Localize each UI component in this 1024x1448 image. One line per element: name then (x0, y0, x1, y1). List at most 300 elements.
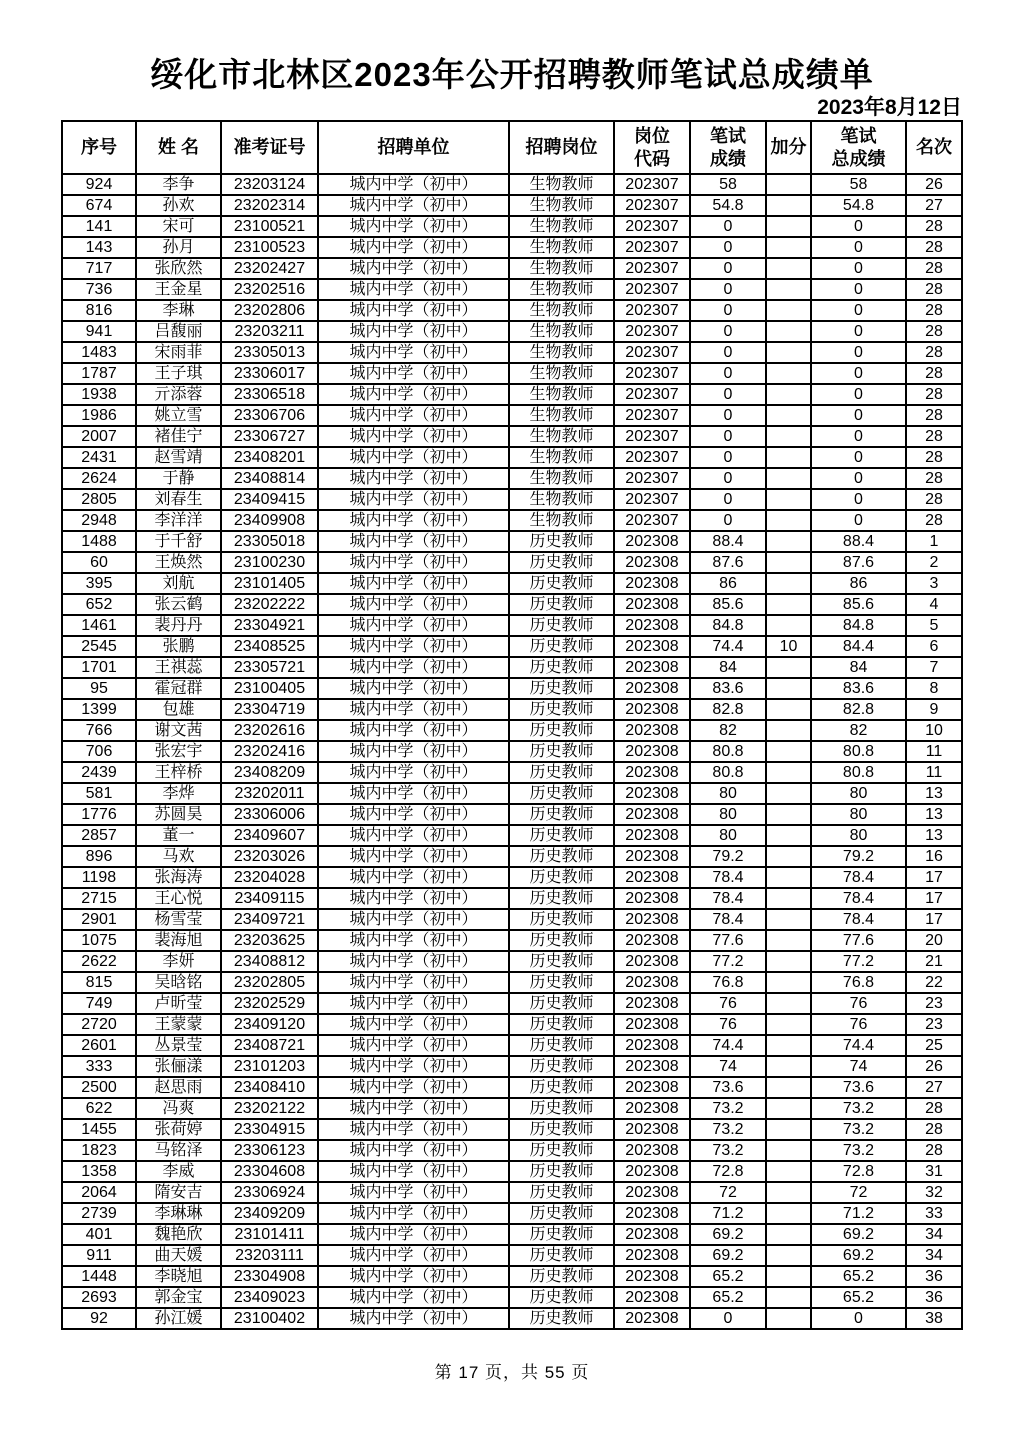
cell-bonus (766, 342, 811, 363)
cell-bonus (766, 1308, 811, 1329)
cell-unit: 城内中学（初中） (318, 1308, 509, 1329)
cell-score: 76.8 (690, 972, 766, 993)
cell-score: 74.4 (690, 1035, 766, 1056)
cell-rank: 28 (906, 384, 962, 405)
cell-rank: 23 (906, 993, 962, 1014)
cell-name: 包雄 (136, 699, 221, 720)
cell-unit: 城内中学（初中） (318, 237, 509, 258)
cell-code: 202307 (614, 321, 690, 342)
cell-rank: 34 (906, 1224, 962, 1245)
table-row (62, 321, 962, 342)
cell-position: 历史教师 (509, 1140, 614, 1161)
cell-position: 历史教师 (509, 1077, 614, 1098)
column-header-score: 笔试 成绩 (690, 121, 766, 174)
cell-total: 0 (811, 300, 906, 321)
cell-rank: 28 (906, 300, 962, 321)
cell-total: 84.4 (811, 636, 906, 657)
cell-serial: 2948 (62, 510, 136, 531)
cell-unit: 城内中学（初中） (318, 1140, 509, 1161)
cell-position: 生物教师 (509, 363, 614, 384)
cell-unit: 城内中学（初中） (318, 678, 509, 699)
table-row (62, 993, 962, 1014)
cell-rank: 22 (906, 972, 962, 993)
table-row (62, 867, 962, 888)
cell-total: 77.6 (811, 930, 906, 951)
cell-code: 202308 (614, 1077, 690, 1098)
cell-position: 生物教师 (509, 300, 614, 321)
cell-bonus (766, 1077, 811, 1098)
cell-bonus (766, 300, 811, 321)
cell-unit: 城内中学（初中） (318, 699, 509, 720)
cell-score: 0 (690, 321, 766, 342)
cell-score: 0 (690, 405, 766, 426)
cell-position: 生物教师 (509, 447, 614, 468)
cell-code: 202307 (614, 447, 690, 468)
cell-name: 赵雪靖 (136, 447, 221, 468)
cell-serial: 2901 (62, 909, 136, 930)
cell-code: 202307 (614, 510, 690, 531)
cell-bonus (766, 930, 811, 951)
cell-exam-id: 23304608 (221, 1161, 318, 1182)
cell-exam-id: 23203111 (221, 1245, 318, 1266)
cell-bonus (766, 846, 811, 867)
cell-unit: 城内中学（初中） (318, 405, 509, 426)
cell-score: 80 (690, 804, 766, 825)
cell-unit: 城内中学（初中） (318, 804, 509, 825)
cell-serial: 717 (62, 258, 136, 279)
cell-bonus (766, 1182, 811, 1203)
cell-position: 历史教师 (509, 573, 614, 594)
column-header-serial: 序号 (62, 121, 136, 174)
cell-position: 历史教师 (509, 804, 614, 825)
cell-position: 历史教师 (509, 657, 614, 678)
cell-unit: 城内中学（初中） (318, 846, 509, 867)
table-row (62, 783, 962, 804)
cell-rank: 26 (906, 1056, 962, 1077)
cell-rank: 38 (906, 1308, 962, 1329)
cell-serial: 2739 (62, 1203, 136, 1224)
table-row (62, 1077, 962, 1098)
cell-bonus (766, 951, 811, 972)
cell-score: 71.2 (690, 1203, 766, 1224)
cell-bonus (766, 1245, 811, 1266)
cell-serial: 2720 (62, 1014, 136, 1035)
cell-serial: 2805 (62, 489, 136, 510)
cell-name: 刘春生 (136, 489, 221, 510)
cell-rank: 16 (906, 846, 962, 867)
table-row (62, 1119, 962, 1140)
cell-total: 86 (811, 573, 906, 594)
cell-position: 生物教师 (509, 405, 614, 426)
cell-code: 202308 (614, 783, 690, 804)
cell-total: 65.2 (811, 1266, 906, 1287)
cell-bonus (766, 216, 811, 237)
cell-code: 202308 (614, 888, 690, 909)
cell-exam-id: 23202806 (221, 300, 318, 321)
cell-serial: 95 (62, 678, 136, 699)
cell-code: 202308 (614, 657, 690, 678)
cell-rank: 28 (906, 468, 962, 489)
cell-code: 202308 (614, 1140, 690, 1161)
cell-bonus (766, 699, 811, 720)
cell-name: 郭金宝 (136, 1287, 221, 1308)
cell-position: 生物教师 (509, 510, 614, 531)
cell-position: 生物教师 (509, 174, 614, 195)
cell-rank: 17 (906, 867, 962, 888)
cell-code: 202308 (614, 846, 690, 867)
cell-serial: 1399 (62, 699, 136, 720)
cell-position: 历史教师 (509, 972, 614, 993)
cell-position: 历史教师 (509, 1182, 614, 1203)
cell-unit: 城内中学（初中） (318, 384, 509, 405)
cell-serial: 1483 (62, 342, 136, 363)
header-row (62, 121, 962, 174)
cell-name: 张云鹤 (136, 594, 221, 615)
table-row (62, 447, 962, 468)
cell-total: 74.4 (811, 1035, 906, 1056)
cell-score: 82 (690, 720, 766, 741)
cell-score: 0 (690, 1308, 766, 1329)
cell-position: 生物教师 (509, 258, 614, 279)
cell-serial: 736 (62, 279, 136, 300)
cell-serial: 395 (62, 573, 136, 594)
cell-position: 历史教师 (509, 825, 614, 846)
table-row (62, 1287, 962, 1308)
cell-code: 202308 (614, 552, 690, 573)
cell-exam-id: 23100402 (221, 1308, 318, 1329)
cell-total: 74 (811, 1056, 906, 1077)
cell-rank: 1 (906, 531, 962, 552)
cell-rank: 25 (906, 1035, 962, 1056)
cell-exam-id: 23306706 (221, 405, 318, 426)
cell-code: 202308 (614, 951, 690, 972)
cell-score: 0 (690, 384, 766, 405)
cell-serial: 333 (62, 1056, 136, 1077)
cell-score: 80 (690, 783, 766, 804)
cell-position: 生物教师 (509, 384, 614, 405)
cell-score: 88.4 (690, 531, 766, 552)
cell-code: 202308 (614, 1098, 690, 1119)
cell-name: 亓添蓉 (136, 384, 221, 405)
cell-code: 202308 (614, 1161, 690, 1182)
table-row (62, 636, 962, 657)
cell-score: 0 (690, 258, 766, 279)
table-row (62, 237, 962, 258)
cell-bonus (766, 468, 811, 489)
cell-position: 历史教师 (509, 888, 614, 909)
cell-bonus (766, 1056, 811, 1077)
cell-exam-id: 23409607 (221, 825, 318, 846)
cell-position: 生物教师 (509, 342, 614, 363)
cell-unit: 城内中学（初中） (318, 615, 509, 636)
cell-name: 姚立雪 (136, 405, 221, 426)
cell-unit: 城内中学（初中） (318, 825, 509, 846)
cell-score: 84.8 (690, 615, 766, 636)
cell-code: 202307 (614, 174, 690, 195)
table-row (62, 1161, 962, 1182)
cell-code: 202308 (614, 615, 690, 636)
cell-serial: 2857 (62, 825, 136, 846)
cell-bonus (766, 804, 811, 825)
cell-unit: 城内中学（初中） (318, 342, 509, 363)
cell-bonus (766, 1014, 811, 1035)
cell-serial: 2624 (62, 468, 136, 489)
cell-code: 202307 (614, 300, 690, 321)
cell-code: 202308 (614, 867, 690, 888)
cell-total: 80 (811, 825, 906, 846)
cell-exam-id: 23100521 (221, 216, 318, 237)
cell-score: 72 (690, 1182, 766, 1203)
cell-rank: 8 (906, 678, 962, 699)
cell-exam-id: 23202314 (221, 195, 318, 216)
cell-rank: 13 (906, 804, 962, 825)
table-row (62, 972, 962, 993)
cell-score: 0 (690, 468, 766, 489)
cell-exam-id: 23409115 (221, 888, 318, 909)
cell-total: 82.8 (811, 699, 906, 720)
cell-unit: 城内中学（初中） (318, 447, 509, 468)
table-row (62, 426, 962, 447)
cell-total: 87.6 (811, 552, 906, 573)
cell-name: 于千舒 (136, 531, 221, 552)
cell-total: 84.8 (811, 615, 906, 636)
cell-serial: 1448 (62, 1266, 136, 1287)
cell-bonus (766, 1119, 811, 1140)
cell-bonus (766, 720, 811, 741)
cell-bonus (766, 867, 811, 888)
cell-rank: 5 (906, 615, 962, 636)
cell-name: 吴晗铭 (136, 972, 221, 993)
cell-total: 85.6 (811, 594, 906, 615)
cell-position: 历史教师 (509, 1014, 614, 1035)
cell-bonus (766, 531, 811, 552)
cell-serial: 2622 (62, 951, 136, 972)
cell-score: 83.6 (690, 678, 766, 699)
cell-position: 历史教师 (509, 1161, 614, 1182)
cell-position: 历史教师 (509, 1224, 614, 1245)
cell-name: 李琳琳 (136, 1203, 221, 1224)
table-row (62, 1014, 962, 1035)
cell-score: 78.4 (690, 888, 766, 909)
cell-serial: 1075 (62, 930, 136, 951)
cell-rank: 21 (906, 951, 962, 972)
cell-serial: 2545 (62, 636, 136, 657)
cell-unit: 城内中学（初中） (318, 1224, 509, 1245)
table-row (62, 216, 962, 237)
cell-rank: 3 (906, 573, 962, 594)
cell-score: 0 (690, 216, 766, 237)
cell-total: 0 (811, 1308, 906, 1329)
cell-serial: 401 (62, 1224, 136, 1245)
cell-bonus (766, 1098, 811, 1119)
cell-name: 张海涛 (136, 867, 221, 888)
cell-serial: 1198 (62, 867, 136, 888)
cell-total: 58 (811, 174, 906, 195)
cell-unit: 城内中学（初中） (318, 1161, 509, 1182)
cell-exam-id: 23100523 (221, 237, 318, 258)
cell-bonus (766, 678, 811, 699)
cell-score: 73.6 (690, 1077, 766, 1098)
cell-name: 马欢 (136, 846, 221, 867)
cell-bonus (766, 615, 811, 636)
cell-name: 谢文茜 (136, 720, 221, 741)
cell-exam-id: 23304908 (221, 1266, 318, 1287)
cell-score: 84 (690, 657, 766, 678)
cell-name: 杨雪莹 (136, 909, 221, 930)
cell-exam-id: 23306006 (221, 804, 318, 825)
cell-score: 72.8 (690, 1161, 766, 1182)
cell-score: 76 (690, 993, 766, 1014)
cell-exam-id: 23409415 (221, 489, 318, 510)
table-row (62, 720, 962, 741)
cell-bonus (766, 1224, 811, 1245)
cell-code: 202308 (614, 1266, 690, 1287)
cell-exam-id: 23409120 (221, 1014, 318, 1035)
cell-total: 77.2 (811, 951, 906, 972)
cell-name: 李晓旭 (136, 1266, 221, 1287)
cell-unit: 城内中学（初中） (318, 1266, 509, 1287)
cell-bonus (766, 363, 811, 384)
cell-name: 张欣然 (136, 258, 221, 279)
table-row (62, 825, 962, 846)
cell-code: 202308 (614, 909, 690, 930)
cell-score: 77.2 (690, 951, 766, 972)
cell-position: 历史教师 (509, 1266, 614, 1287)
cell-total: 0 (811, 279, 906, 300)
cell-serial: 815 (62, 972, 136, 993)
cell-total: 72 (811, 1182, 906, 1203)
cell-total: 76.8 (811, 972, 906, 993)
cell-total: 73.6 (811, 1077, 906, 1098)
cell-serial: 1461 (62, 615, 136, 636)
table-row (62, 657, 962, 678)
cell-score: 65.2 (690, 1287, 766, 1308)
cell-rank: 11 (906, 762, 962, 783)
column-header-bonus: 加分 (766, 121, 811, 174)
cell-rank: 28 (906, 363, 962, 384)
cell-exam-id: 23101203 (221, 1056, 318, 1077)
cell-name: 李争 (136, 174, 221, 195)
cell-rank: 13 (906, 825, 962, 846)
cell-code: 202307 (614, 489, 690, 510)
cell-score: 58 (690, 174, 766, 195)
cell-serial: 816 (62, 300, 136, 321)
table-row (62, 615, 962, 636)
cell-rank: 28 (906, 1098, 962, 1119)
cell-bonus (766, 888, 811, 909)
table-row (62, 489, 962, 510)
table-row (62, 1266, 962, 1287)
cell-unit: 城内中学（初中） (318, 1245, 509, 1266)
cell-score: 78.4 (690, 867, 766, 888)
table-row (62, 342, 962, 363)
cell-name: 卢昕莹 (136, 993, 221, 1014)
table-row (62, 1140, 962, 1161)
cell-score: 0 (690, 489, 766, 510)
cell-exam-id: 23203124 (221, 174, 318, 195)
cell-total: 0 (811, 258, 906, 279)
cell-total: 73.2 (811, 1098, 906, 1119)
cell-serial: 1488 (62, 531, 136, 552)
table-row (62, 741, 962, 762)
cell-exam-id: 23306518 (221, 384, 318, 405)
cell-unit: 城内中学（初中） (318, 195, 509, 216)
column-header-name: 姓 名 (136, 121, 221, 174)
cell-total: 80 (811, 783, 906, 804)
cell-name: 孙江媛 (136, 1308, 221, 1329)
cell-score: 0 (690, 342, 766, 363)
cell-serial: 1358 (62, 1161, 136, 1182)
table-row (62, 888, 962, 909)
cell-total: 80 (811, 804, 906, 825)
page-number: 第 17 页，共 55 页 (434, 1363, 590, 1383)
cell-serial: 2601 (62, 1035, 136, 1056)
cell-position: 历史教师 (509, 594, 614, 615)
cell-code: 202307 (614, 405, 690, 426)
table-row (62, 531, 962, 552)
cell-serial: 581 (62, 783, 136, 804)
cell-unit: 城内中学（初中） (318, 489, 509, 510)
cell-bonus (766, 573, 811, 594)
cell-score: 80 (690, 825, 766, 846)
table-row (62, 594, 962, 615)
cell-code: 202308 (614, 1014, 690, 1035)
cell-rank: 28 (906, 510, 962, 531)
cell-code: 202307 (614, 279, 690, 300)
cell-total: 78.4 (811, 867, 906, 888)
scores-table (61, 120, 963, 1330)
cell-rank: 28 (906, 1119, 962, 1140)
cell-exam-id: 23305013 (221, 342, 318, 363)
cell-total: 76 (811, 993, 906, 1014)
cell-name: 李洋洋 (136, 510, 221, 531)
date-label: 2023年8月12日 (817, 95, 962, 119)
cell-exam-id: 23202427 (221, 258, 318, 279)
cell-exam-id: 23409209 (221, 1203, 318, 1224)
cell-score: 73.2 (690, 1098, 766, 1119)
cell-exam-id: 23203625 (221, 930, 318, 951)
cell-serial: 1823 (62, 1140, 136, 1161)
cell-code: 202307 (614, 363, 690, 384)
table-row (62, 195, 962, 216)
cell-code: 202307 (614, 258, 690, 279)
cell-exam-id: 23306924 (221, 1182, 318, 1203)
cell-name: 刘航 (136, 573, 221, 594)
cell-name: 孙月 (136, 237, 221, 258)
cell-exam-id: 23306017 (221, 363, 318, 384)
cell-total: 0 (811, 426, 906, 447)
cell-name: 宋可 (136, 216, 221, 237)
cell-serial: 2431 (62, 447, 136, 468)
cell-name: 董一 (136, 825, 221, 846)
cell-score: 0 (690, 447, 766, 468)
cell-code: 202308 (614, 699, 690, 720)
cell-code: 202308 (614, 1308, 690, 1329)
cell-score: 80.8 (690, 762, 766, 783)
cell-exam-id: 23408209 (221, 762, 318, 783)
cell-total: 88.4 (811, 531, 906, 552)
cell-rank: 28 (906, 237, 962, 258)
cell-code: 202307 (614, 237, 690, 258)
cell-serial: 2500 (62, 1077, 136, 1098)
cell-code: 202308 (614, 825, 690, 846)
cell-rank: 28 (906, 342, 962, 363)
table-row (62, 1203, 962, 1224)
cell-bonus (766, 195, 811, 216)
cell-serial: 2439 (62, 762, 136, 783)
cell-position: 历史教师 (509, 930, 614, 951)
cell-bonus (766, 1266, 811, 1287)
